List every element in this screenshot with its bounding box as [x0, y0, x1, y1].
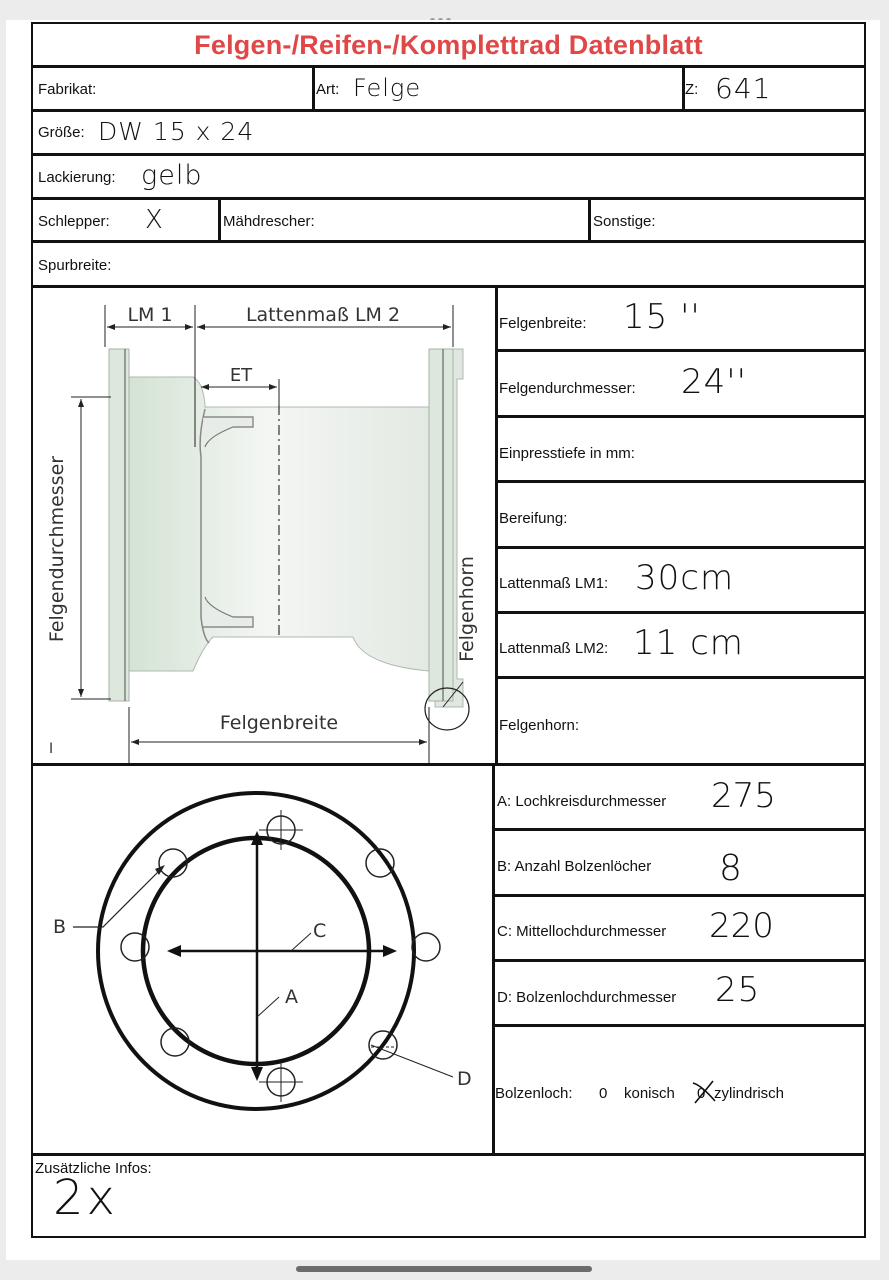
- sonstige-label: Sonstige:: [593, 213, 656, 230]
- schlepper-label: Schlepper:: [38, 213, 110, 230]
- dim-d-label: D: [457, 1068, 472, 1090]
- arrowhead: [167, 945, 181, 957]
- arrowhead: [78, 689, 84, 697]
- rule: [492, 959, 864, 962]
- arrowhead: [443, 324, 451, 330]
- rule: [33, 65, 864, 68]
- arrowhead: [131, 739, 139, 745]
- lm1-field-value[interactable]: 30cm: [635, 558, 735, 598]
- groesse-label: Größe:: [38, 124, 85, 141]
- felgendurchmesser-field-label: Felgendurchmesser:: [499, 380, 636, 397]
- lm2-field-value[interactable]: 11 cm: [633, 623, 744, 663]
- rule: [495, 611, 864, 614]
- rule: [312, 65, 315, 111]
- einpresstiefe-field-label: Einpresstiefe in mm:: [499, 445, 635, 462]
- bolt-hole: [412, 933, 440, 961]
- dim-c-leader: [291, 933, 311, 951]
- rule: [492, 828, 864, 831]
- dim-a-leader: [257, 997, 279, 1017]
- felgenhorn-label: Felgenhorn: [456, 556, 478, 662]
- rule: [218, 197, 221, 242]
- datasheet-page: [6, 20, 880, 1260]
- z-value[interactable]: 641: [715, 72, 772, 105]
- bolzenloch-durchmesser-field-label: D: Bolzenlochdurchmesser: [497, 989, 677, 1006]
- lackierung-label: Lackierung:: [38, 169, 116, 186]
- zylindrisch-option-mark[interactable]: 0: [697, 1085, 706, 1102]
- lm2-field-label: Lattenmaß LM2:: [499, 640, 609, 657]
- rule: [495, 676, 864, 679]
- arrowhead: [251, 1067, 263, 1081]
- zylindrisch-option-label: zylindrisch: [714, 1085, 785, 1102]
- rule: [495, 480, 864, 483]
- bolzenloch-durchmesser-field-value[interactable]: 25: [715, 970, 761, 1010]
- rim-flange-left: [109, 349, 129, 701]
- arrowhead: [78, 399, 84, 407]
- lm2-label: Lattenmaß LM 2: [245, 304, 401, 326]
- zusatz-value[interactable]: 2x: [53, 1170, 118, 1226]
- rim-profile-diagram: [33, 287, 493, 763]
- bolzenanzahl-field-value[interactable]: 8: [719, 848, 743, 889]
- arrowhead: [383, 945, 397, 957]
- rule: [33, 1153, 864, 1156]
- rule: [495, 415, 864, 418]
- felgendurchmesser-label: Felgendurchmesser: [46, 455, 68, 643]
- arrowhead: [269, 384, 277, 390]
- dim-d-leader: [371, 1045, 453, 1077]
- bolzenloch-label: Bolzenloch:: [495, 1085, 573, 1102]
- bereifung-field-label: Bereifung:: [499, 510, 568, 527]
- rule: [492, 1024, 864, 1027]
- felgenhorn-field-label: Felgenhorn:: [499, 717, 580, 734]
- window-handle-dots[interactable]: [430, 8, 458, 14]
- felgenbreite-label: Felgenbreite: [219, 712, 339, 734]
- lm1-label: LM 1: [127, 304, 173, 326]
- arrowhead: [197, 324, 205, 330]
- arrowhead: [185, 324, 193, 330]
- lm1-field-label: Lattenmaß LM1:: [499, 575, 609, 592]
- felgenbreite-field-label: Felgenbreite:: [499, 315, 587, 332]
- hub-bolt-pattern-diagram: [33, 765, 491, 1153]
- rule: [33, 197, 864, 200]
- lochkreis-field-label: A: Lochkreisdurchmesser: [497, 793, 667, 810]
- felgenbreite-field-value[interactable]: 15 '': [623, 297, 701, 337]
- datasheet-form: [31, 22, 866, 1238]
- rule: [495, 349, 864, 352]
- arrowhead: [107, 324, 115, 330]
- dim-c-label: C: [313, 920, 327, 942]
- lochkreis-field-value[interactable]: 275: [711, 776, 776, 816]
- rule: [495, 546, 864, 549]
- felgendurchmesser-field-value[interactable]: 24'': [681, 362, 747, 402]
- konisch-option-mark[interactable]: 0: [599, 1085, 608, 1102]
- art-label: Art:: [316, 81, 340, 98]
- mittelloch-field-value[interactable]: 220: [709, 906, 774, 946]
- rule: [588, 197, 591, 242]
- rule: [492, 894, 864, 897]
- z-label: Z:: [685, 81, 699, 98]
- schlepper-value[interactable]: X: [145, 205, 164, 235]
- rim-body-shape: [109, 349, 463, 707]
- dim-b-label: B: [53, 916, 67, 938]
- zusatz-label: Zusätzliche Infos:: [35, 1160, 152, 1177]
- maehdrescher-label: Mähdrescher:: [223, 213, 315, 230]
- groesse-value[interactable]: DW 15 x 24: [98, 117, 255, 146]
- et-label: ET: [229, 365, 253, 386]
- rule: [495, 285, 498, 763]
- konisch-option-label: konisch: [624, 1085, 675, 1102]
- mittelloch-field-label: C: Mittellochdurchmesser: [497, 923, 667, 940]
- rule: [33, 153, 864, 156]
- rim-flange-right: [429, 349, 453, 701]
- arrowhead: [419, 739, 427, 745]
- fabrikat-label: Fabrikat:: [38, 81, 97, 98]
- bolzenanzahl-field-label: B: Anzahl Bolzenlöcher: [497, 858, 652, 875]
- marker-label: I: [49, 741, 54, 757]
- rule: [33, 240, 864, 243]
- art-value[interactable]: Felge: [353, 74, 422, 102]
- lackierung-value[interactable]: gelb: [141, 160, 203, 191]
- home-indicator-bar[interactable]: [296, 1266, 592, 1272]
- dim-a-label: A: [285, 986, 298, 1008]
- sheet-title: Felgen-/Reifen-/Komplettrad Datenblatt: [194, 30, 703, 60]
- spurbreite-label: Spurbreite:: [38, 257, 112, 274]
- rule: [33, 109, 864, 112]
